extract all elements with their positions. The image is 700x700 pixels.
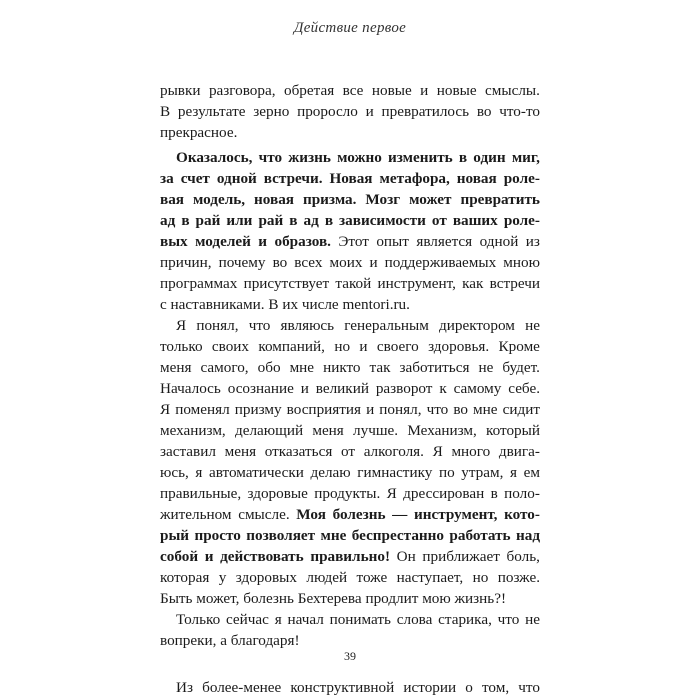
- text-line: которая у здоровых людей тоже наступает, но позже.: [160, 569, 540, 586]
- text-line: Началось осознание и великий разворот к самому себе.: [160, 380, 540, 397]
- text-line: Я поменял призму восприятия и понял, что во мне сидит: [160, 401, 540, 418]
- page-number: 39: [344, 649, 356, 663]
- text-line: юсь, я автоматически делаю гимнастику по утрам, я ем: [160, 464, 540, 481]
- text-line: вых моделей и образов. Этот опыт является одной из: [160, 233, 540, 250]
- text-line: заставил меня отказаться от алкоголя. Я много двига-: [160, 443, 540, 460]
- text-line: ад в рай или рай в ад в зависимости от ваших роле-: [160, 212, 540, 229]
- text-line: Я понял, что являюсь генеральным директором не: [176, 317, 540, 334]
- text-line: жительном смысле. Моя болезнь — инструмент, кото-: [160, 506, 540, 523]
- text-line: меня самого, обо мне никто так заботиться не будет.: [160, 359, 540, 376]
- text-line: Быть может, болезнь Бехтерева продлит мою жизнь?!: [160, 590, 507, 607]
- text-line: прекрасное.: [160, 124, 238, 141]
- text-line: Оказалось, что жизнь можно изменить в один миг,: [176, 149, 540, 166]
- text-line: вопреки, а благодаря!: [160, 632, 300, 649]
- text-line: программах присутствует такой инструмент, как встречи: [160, 275, 540, 292]
- text-line: Из более-менее конструктивной истории о том, что: [176, 679, 540, 696]
- text-line: рый просто позволяет мне беспрестанно работать над: [160, 527, 540, 544]
- text-line: с наставниками. В их числе mentori.ru.: [160, 296, 410, 313]
- text-line: за счет одной встречи. Новая метафора, новая роле-: [160, 170, 540, 187]
- text-line: В результате зерно проросло и превратилось во что-то: [160, 103, 540, 120]
- text-line: правильные, здоровые продукты. Я дрессирован в поло-: [160, 485, 540, 502]
- text-line: собой и действовать правильно! Он приближает боль,: [160, 548, 540, 565]
- text-line: только своих компаний, но и своего здоровья. Кроме: [160, 338, 540, 355]
- page-body-text: [160, 80, 540, 698]
- text-line: механизм, делающий меня лучше. Механизм, который: [160, 422, 540, 439]
- text-line: рывки разговора, обретая все новые и новые смыслы.: [160, 82, 540, 99]
- text-line: вая модель, новая призма. Мозг может превратить: [160, 191, 540, 208]
- text-line: Только сейчас я начал понимать слова старика, что не: [176, 611, 540, 628]
- text-line: причин, почему во всех моих и поддерживаемых мною: [160, 254, 540, 271]
- running-head: Действие первое: [293, 20, 407, 36]
